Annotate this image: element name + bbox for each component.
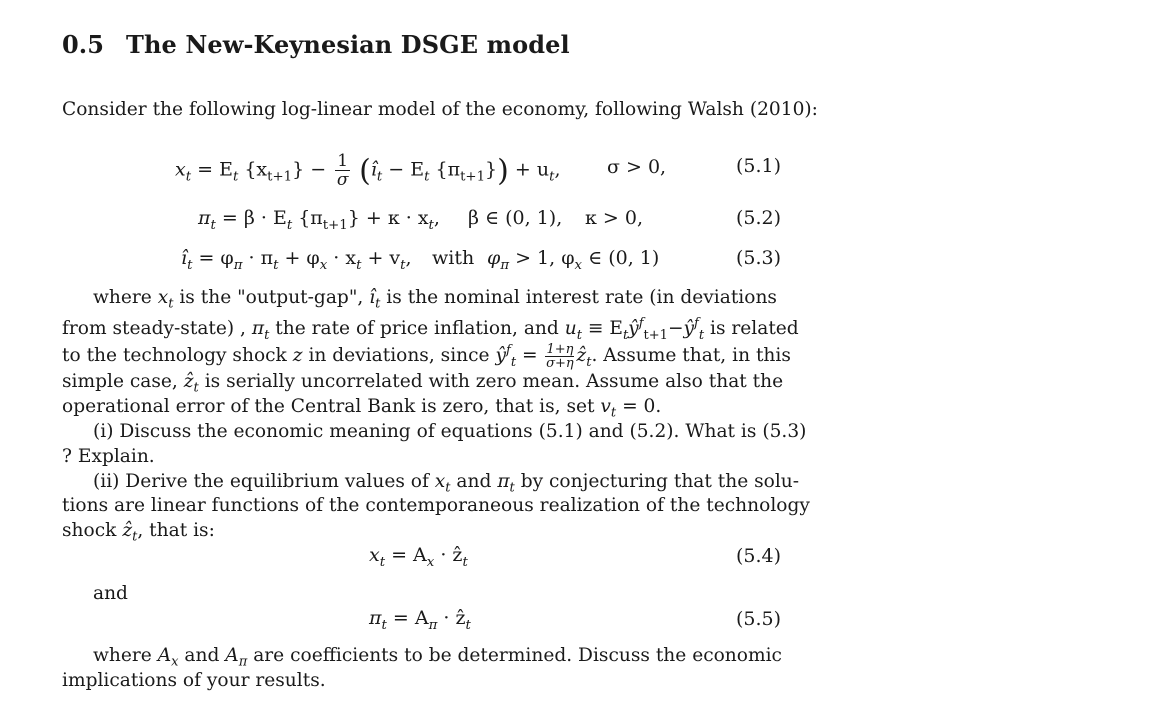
equation-number-5-4: (5.4) — [736, 545, 782, 567]
fraction-one-over-sigma: $\frac{1}{\sigma}$ — [336, 151, 349, 190]
question-i-line2: ? Explain. — [62, 446, 155, 467]
para1-line3: to the technology shock z in deviations, since $ŷ^f_t$ = $\frac{1+\eta}{\sigma+\eta}$ ẑ$_t$. Assume that, in this — [62, 341, 791, 371]
para1-line5: operational error of the Central Bank is zero, that is, set $v_t = 0$. — [62, 396, 662, 421]
fraction-eta: $\frac{1+\eta}{\sigma+\eta}$ — [546, 341, 574, 371]
equation-number-5-1: (5.1) — [736, 155, 782, 177]
equation-5-2: $\pi_t = \beta \cdot E_t$ $\{\pi_{t+1}\} + \kappa \cdot x_t$, — [198, 207, 440, 233]
equation-5-2-condition-kappa: κ > 0, — [585, 207, 644, 229]
question-ii-line2: tions are linear functions of the contemporaneous realization of the technology — [62, 495, 810, 516]
question-i-line1: (i) Discuss the economic meaning of equations (5.1) and (5.2). What is (5.3) — [93, 421, 807, 442]
question-ii-line3: shock ẑ$_t$, that is: — [62, 520, 215, 545]
closing-line1: where $A_x$ and $A_\pi$ are coefficients to be determined. Discuss the economic — [93, 645, 782, 670]
question-ii-line1: (ii) Derive the equilibrium values of $x_t$ and $\pi_t$ by conjecturing that the solu- — [93, 471, 800, 496]
equation-5-4: $x_t = A_x$ · ẑ$_t$ — [369, 544, 468, 570]
closing-line2: implications of your results. — [62, 670, 326, 691]
equation-5-5: $\pi_t = A_\pi$ · ẑ$_t$ — [369, 607, 471, 633]
and-text: and — [93, 583, 128, 604]
equation-number-5-2: (5.2) — [736, 207, 782, 229]
equation-number-5-3: (5.3) — [736, 247, 782, 269]
equation-number-5-5: (5.5) — [736, 608, 782, 630]
equation-5-1-condition: σ > 0, — [607, 156, 667, 178]
equation-5-2-condition-beta: β ∈ (0, 1), — [468, 207, 563, 229]
section-title: The New-Keynesian DSGE model — [126, 30, 570, 59]
equation-5-1: $x_t = E_t$ $\{x_{t+1}\}$ − $\frac{1}{\sigma}$ ($î_t - E_t$ $\{\pi_{t+1}\}) + u_t$, — [175, 151, 561, 190]
section-heading — [62, 30, 570, 59]
para1-line2: from steady-state) , $\pi_t$ the rate of price inflation, and $u_t$ ≡ $E_tŷ^f_{t+1}-ŷ^f_t$ is related — [62, 316, 799, 343]
intro-paragraph: Consider the following log-linear model of the economy, following Walsh (2010): — [62, 99, 818, 120]
para1-line1: where $x_t$ is the "output-gap", $î_t$ is the nominal interest rate (in deviations — [93, 287, 777, 312]
equation-5-3-condition: $\varphi_\pi > 1$, $\varphi_x$ ∈ (0, 1) — [487, 247, 660, 273]
equation-5-3-with: with — [432, 247, 475, 269]
section-number: 0.5 — [62, 30, 105, 59]
para1-line4: simple case, ẑ$_t$ is serially uncorrelated with zero mean. Assume also that the — [62, 371, 784, 396]
equation-5-3: $î_t = \varphi_\pi \cdot \pi_t + \varphi_x \cdot x_t + v_t$, — [181, 247, 412, 273]
